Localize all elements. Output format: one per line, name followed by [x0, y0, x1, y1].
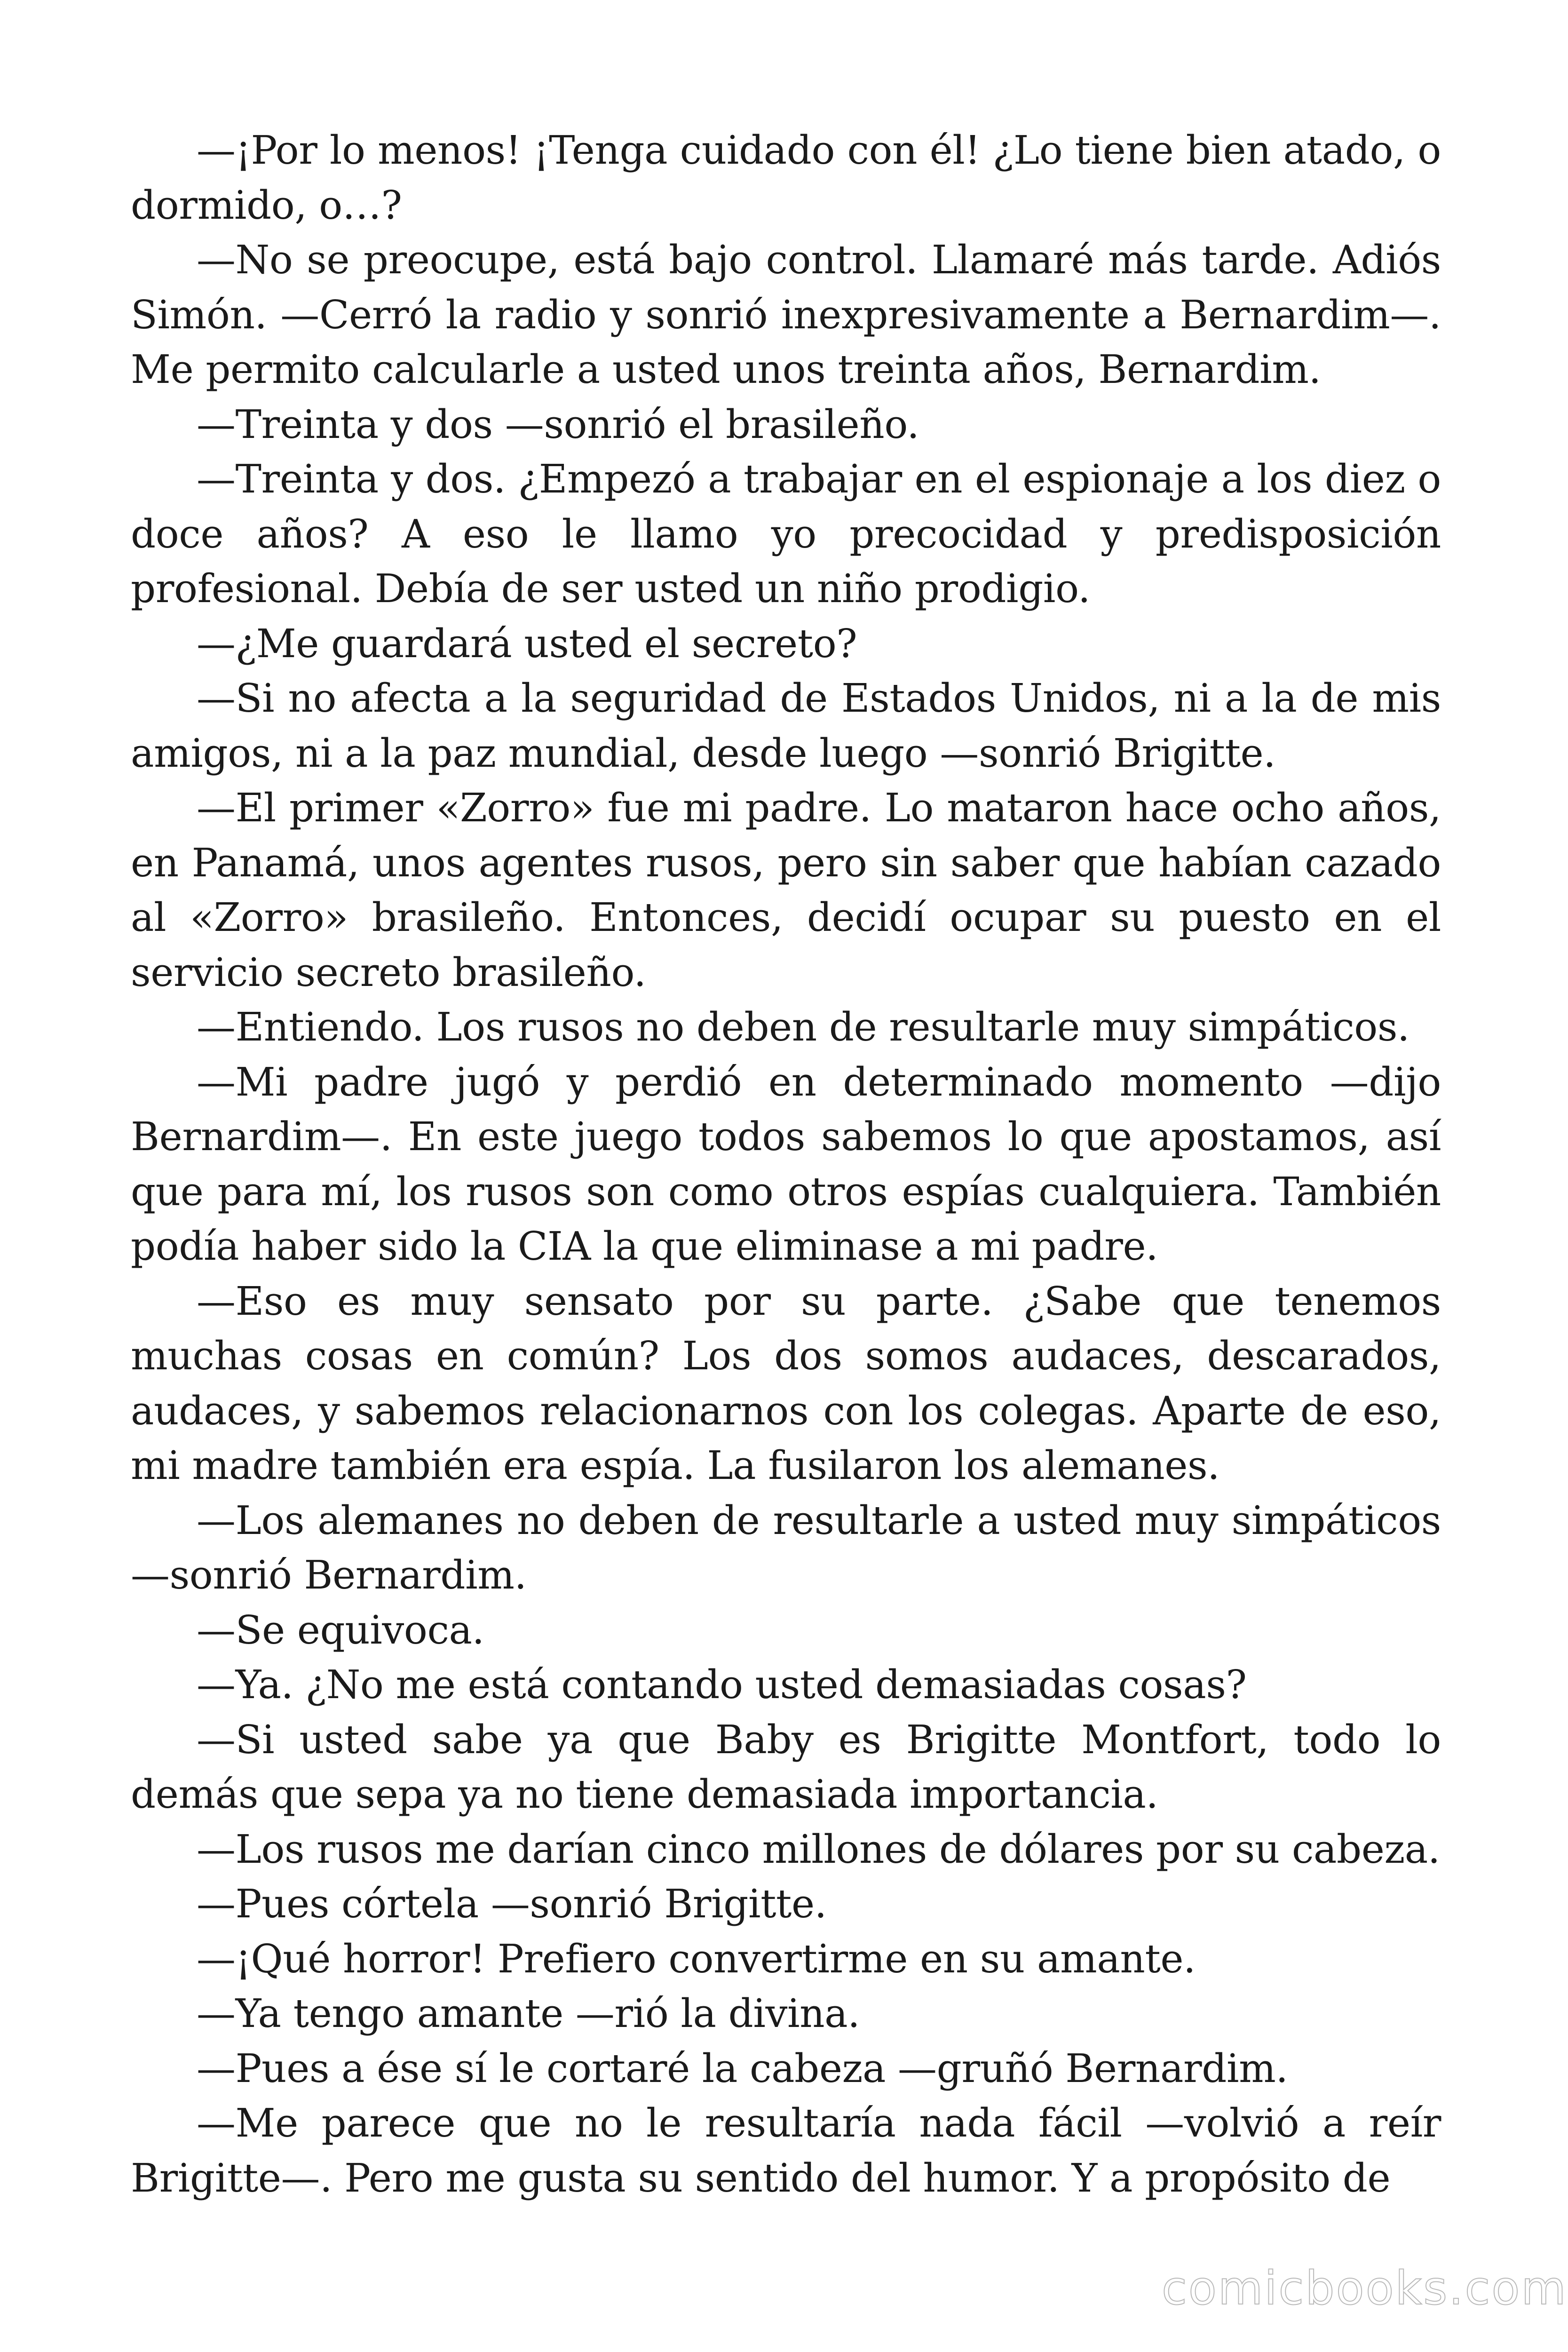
paragraph: —Pues córtela —sonrió Brigitte. [197, 1881, 827, 1927]
paragraph: —Entiendo. Los rusos no deben de resultarle muy simpáticos. [197, 1004, 1410, 1050]
paragraph: —Los rusos me darían cinco millones de dólares por su cabeza. [197, 1826, 1440, 1872]
paragraph: —Mi padre jugó y perdió en determinado momento —dijo Bernardim—. En este juego todos sabemos lo que apostamos, así que para mí, los rusos son como otros espías cualquiera. También podía haber sido la CIA la que eliminase a mi padre. [131, 1059, 1441, 1269]
paragraph: —El primer «Zorro» fue mi padre. Lo mataron hace ocho años, en Panamá, unos agentes rusos, pero sin saber que habían cazado al «Zorro» brasileño. Entonces, decidí ocupar su puesto en el servicio secreto brasileño. [131, 785, 1441, 995]
paragraph: —Treinta y dos —sonrió el brasileño. [197, 401, 919, 447]
paragraph: —Pues a ése sí le cortaré la cabeza —gruñó Bernardim. [197, 2045, 1288, 2091]
body-text [131, 123, 1441, 2206]
paragraph: —Ya tengo amante —rió la divina. [197, 1991, 860, 2036]
paragraph: —Eso es muy sensato por su parte. ¿Sabe que tenemos muchas cosas en común? Los dos somos audaces, descarados, audaces, y sabemos relacionarnos con los colegas. Aparte de eso, mi madre también era espía. La fusilaron los alemanes. [131, 1278, 1441, 1488]
paragraph: —¡Qué horror! Prefiero convertirme en su amante. [197, 1936, 1196, 1982]
paragraph: —Se equivoca. [197, 1607, 484, 1653]
paragraph: —Si usted sabe ya que Baby es Brigitte Montfort, todo lo demás que sepa ya no tiene demasiada importancia. [131, 1716, 1441, 1817]
paragraph: —No se preocupe, está bajo control. Llamaré más tarde. Adiós Simón. —Cerró la radio y sonrió inexpresivamente a Bernardim—. Me permito calcularle a usted unos treinta años, Bernardim. [131, 237, 1441, 392]
paragraph: —¿Me guardará usted el secreto? [197, 620, 857, 667]
paragraph: —¡Por lo menos! ¡Tenga cuidado con él! ¿Lo tiene bien atado, o dormido, o…? [131, 127, 1441, 228]
paragraph: —Me parece que no le resultaría nada fácil —volvió a reír Brigitte—. Pero me gusta su sentido del humor. Y a propósito de [131, 2100, 1441, 2201]
paragraph: —Treinta y dos. ¿Empezó a trabajar en el espionaje a los diez o doce años? A eso le llamo yo precocidad y predisposición profesional. Debía de ser usted un niño prodigio. [131, 456, 1441, 612]
paragraph: —Ya. ¿No me está contando usted demasiadas cosas? [197, 1662, 1247, 1708]
paragraph: —Si no afecta a la seguridad de Estados Unidos, ni a la de mis amigos, ni a la paz mundial, desde luego —sonrió Brigitte. [131, 675, 1441, 776]
watermark: comicbooks.com [1162, 2262, 1568, 2315]
paragraph: —Los alemanes no deben de resultarle a usted muy simpáticos —sonrió Bernardim. [131, 1497, 1441, 1598]
